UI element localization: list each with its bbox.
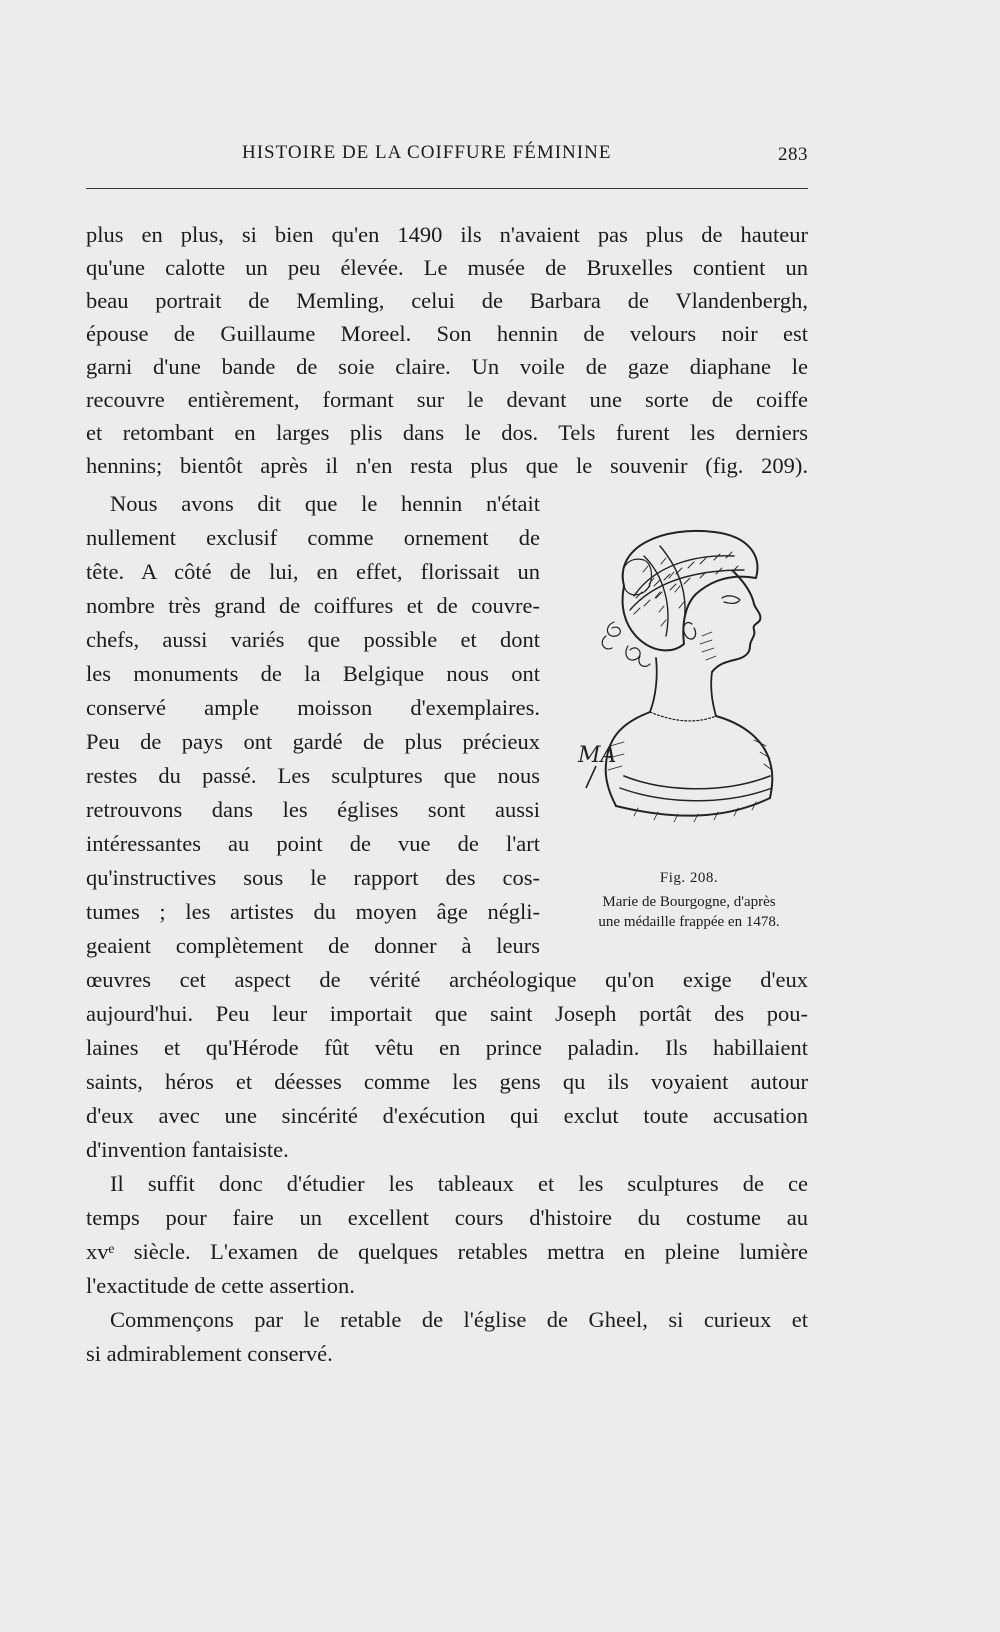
figure-engraving [578, 526, 816, 876]
text-line: si admirablement conservé. [86, 1341, 333, 1366]
text-line: Peu de pays ont gardé de plus précieux [86, 729, 540, 754]
text-line: Il suffit donc d'étudier les tableaux et les sculptures de ce [110, 1171, 808, 1196]
text-line: garni d'une bande de soie claire. Un voile de gaze diaphane le [86, 354, 808, 379]
portrait-engraving [578, 526, 816, 876]
running-title: HISTOIRE DE LA COIFFURE FÉMININE [242, 142, 612, 163]
text-line: qu'une calotte un peu élevée. Le musée de Bruxelles contient un [86, 255, 808, 280]
figure-caption-line-2: une médaille frappée en 1478. [598, 914, 780, 930]
text-line: nombre très grand de coiffures et de couvre- [86, 593, 540, 618]
text-line: chefs, aussi variés que possible et dont [86, 627, 540, 652]
text-line: œuvres cet aspect de vérité archéologique qu'on exige d'eux [86, 967, 808, 992]
page-number: 283 [778, 144, 808, 165]
text-line: tumes ; les artistes du moyen âge négli- [86, 899, 540, 924]
text-line: retrouvons dans les églises sont aussi [86, 797, 540, 822]
text-line: beau portrait de Memling, celui de Barbara de Vlandenbergh, [86, 288, 808, 313]
text-line: tête. A côté de lui, en effet, florissait un [86, 559, 540, 584]
text-line: recouvre entièrement, formant sur le devant une sorte de coiffe [86, 387, 808, 412]
text-line: restes du passé. Les sculptures que nous [86, 763, 540, 788]
header-rule [86, 188, 808, 189]
text-line: xvᵉ siècle. L'examen de quelques retables mettra en pleine lumière [86, 1239, 808, 1264]
text-line: geaient complètement de donner à leurs [86, 933, 540, 958]
figure-number: Fig. 208. [659, 870, 719, 886]
text-line: aujourd'hui. Peu leur importait que saint Joseph portât des pou- [86, 1001, 808, 1026]
text-line: épouse de Guillaume Moreel. Son hennin de velours noir est [86, 321, 808, 346]
text-line: Commençons par le retable de l'église de Gheel, si curieux et [110, 1307, 808, 1332]
text-line: temps pour faire un excellent cours d'histoire du costume au [86, 1205, 808, 1230]
text-line: plus en plus, si bien qu'en 1490 ils n'avaient pas plus de hauteur [86, 222, 808, 247]
text-line: intéressantes au point de vue de l'art [86, 831, 540, 856]
text-line: hennins; bientôt après il n'en resta plus que le souvenir (fig. 209). [86, 453, 808, 478]
text-line: l'exactitude de cette assertion. [86, 1273, 355, 1298]
figure-caption-line-1: Marie de Bourgogne, d'après [602, 894, 776, 910]
text-line: d'invention fantaisiste. [86, 1137, 289, 1162]
text-line: qu'instructives sous le rapport des cos- [86, 865, 540, 890]
text-line: conservé ample moisson d'exemplaires. [86, 695, 540, 720]
engraver-mark: MA [578, 743, 617, 768]
text-line: laines et qu'Hérode fût vêtu en prince paladin. Ils habillaient [86, 1035, 808, 1060]
text-line: les monuments de la Belgique nous ont [86, 661, 540, 686]
running-head [86, 142, 808, 172]
text-line: et retombant en larges plis dans le dos. Tels furent les derniers [86, 420, 808, 445]
text-line: Nous avons dit que le hennin n'était [110, 491, 540, 516]
text-line: saints, héros et déesses comme les gens qu ils voyaient autour [86, 1069, 808, 1094]
text-line: d'eux avec une sincérité d'exécution qui exclut toute accusation [86, 1103, 808, 1128]
text-line: nullement exclusif comme ornement de [86, 525, 540, 550]
